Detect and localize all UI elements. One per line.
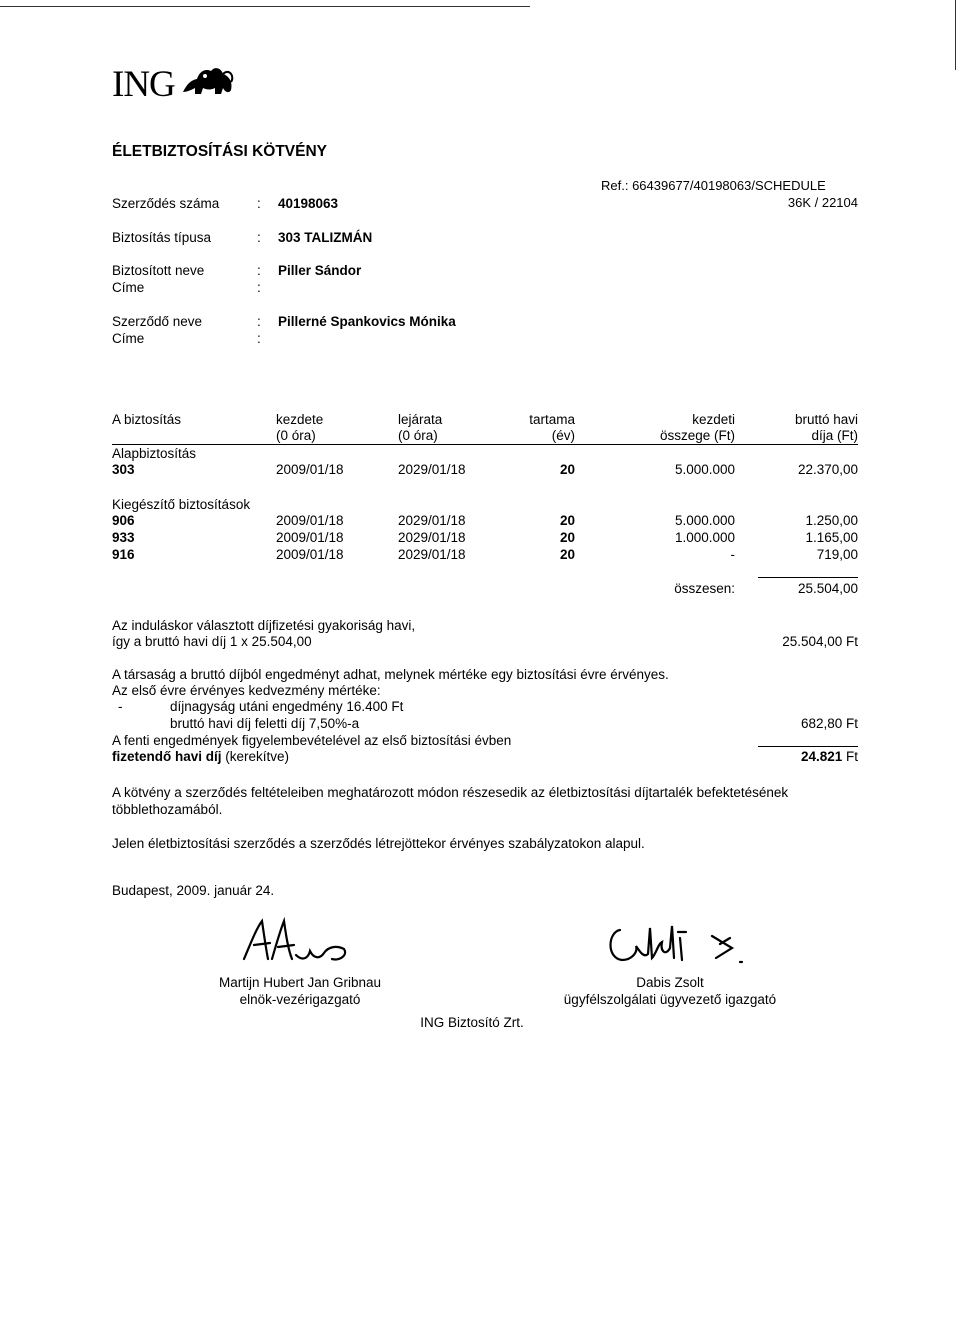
- row-term: 20: [559, 462, 575, 477]
- total-underline: [758, 577, 858, 578]
- total-value: 25.504,00: [797, 581, 858, 596]
- row-end: 2029/01/18: [398, 530, 466, 545]
- contractor-name-value: Pillerné Spankovics Mónika: [278, 314, 456, 329]
- right-signature-image: [600, 918, 770, 970]
- left-signature-image: [236, 915, 366, 967]
- colon: :: [257, 263, 261, 278]
- row-start: 2009/01/18: [276, 513, 344, 528]
- right-signer-title: ügyfélszolgálati ügyvezető igazgató: [563, 992, 777, 1007]
- col-header-premium: bruttó havi: [794, 412, 858, 427]
- row-premium: 719,00: [816, 547, 858, 562]
- contract-number-label: Szerződés száma: [112, 196, 220, 211]
- insurance-type-label: Biztosítás típusa: [112, 230, 212, 245]
- insured-name-value: Piller Sándor: [278, 263, 362, 278]
- header-underline: [112, 444, 858, 445]
- base-section-label: Alapbiztosítás: [112, 446, 197, 461]
- col-header-term: tartama: [529, 412, 575, 427]
- discount-intro-text: A társaság a bruttó díjból engedményt adhat, melynek mértéke egy biztosítási évre érvényes.: [112, 667, 669, 682]
- final-fee: [801, 749, 858, 764]
- colon: :: [257, 196, 261, 211]
- contract-number-value: 40198063: [278, 196, 339, 211]
- paragraph-profit-line1: A kötvény a szerződés feltételeiben meghatározott módon részesedik az életbiztosítási díjtartalék befektetésének: [112, 785, 789, 800]
- row-term: 20: [559, 530, 575, 545]
- monthly-fee-bold: fizetendő havi díj: [112, 749, 222, 764]
- monthly-fee-line: [112, 749, 289, 764]
- row-end: 2029/01/18: [398, 462, 466, 477]
- right-signer-name: Dabis Zsolt: [636, 975, 704, 990]
- colon: :: [257, 331, 261, 346]
- left-signer-title: elnök-vezérigazgató: [239, 992, 361, 1007]
- row-amount: 1.000.000: [674, 530, 735, 545]
- contractor-name-label: Szerződő neve: [112, 314, 203, 329]
- colon: :: [257, 280, 261, 295]
- row-code: 906: [112, 513, 135, 528]
- col-header-amount: kezdeti: [692, 412, 735, 427]
- row-code: 303: [112, 462, 135, 477]
- insured-name-label: Biztosított neve: [112, 263, 205, 278]
- final-fee-value: 24.821: [800, 749, 843, 764]
- place-date: Budapest, 2009. január 24.: [112, 883, 275, 898]
- row-start: 2009/01/18: [276, 547, 344, 562]
- paragraph-rules: Jelen életbiztosítási szerződés a szerződés létrejöttekor érvényes szabályzatokon alapul.: [112, 836, 645, 851]
- discount-percent-text: bruttó havi díj feletti díj 7,50%-a: [170, 716, 360, 731]
- row-end: 2029/01/18: [398, 547, 466, 562]
- contractor-address-label: Címe: [112, 331, 145, 346]
- discount-size-text: díjnagyság utáni engedmény 16.400 Ft: [170, 699, 404, 714]
- col-header-start-sub: (0 óra): [276, 428, 316, 443]
- reference-number: Ref.: 66439677/40198063/SCHEDULE: [601, 178, 826, 193]
- col-header-amount-sub: összege (Ft): [659, 428, 735, 443]
- insured-address-label: Címe: [112, 280, 145, 295]
- colon: :: [257, 230, 261, 245]
- row-term: 20: [559, 547, 575, 562]
- row-start: 2009/01/18: [276, 462, 344, 477]
- discount-summary-text: A fenti engedmények figyelembevételével az első biztosítási évben: [112, 733, 512, 748]
- colon: :: [257, 314, 261, 329]
- left-signer-name: Martijn Hubert Jan Gribnau: [218, 975, 382, 990]
- reference-code: 36K / 22104: [787, 195, 858, 210]
- row-premium: 22.370,00: [797, 462, 858, 477]
- row-end: 2029/01/18: [398, 513, 466, 528]
- scan-right-edge-line: [955, 0, 956, 70]
- payment-frequency-text: Az induláskor választott díjfizetési gyakoriság havi,: [112, 618, 416, 633]
- row-code: 933: [112, 530, 135, 545]
- row-code: 916: [112, 547, 135, 562]
- col-header-term-sub: (év): [551, 428, 575, 443]
- payment-monthly-value: 25.504,00 Ft: [782, 634, 858, 649]
- total-label: összesen:: [674, 581, 735, 596]
- discount-first-year-text: Az első évre érvényes kedvezmény mértéke:: [112, 683, 381, 698]
- document-title: ÉLETBIZTOSÍTÁSI KÖTVÉNY: [112, 143, 328, 160]
- col-header-premium-sub: díja (Ft): [811, 428, 858, 443]
- supplementary-section-label: Kiegészítő biztosítások: [112, 497, 251, 512]
- insurance-type-value: 303 TALIZMÁN: [278, 230, 373, 245]
- payment-monthly-text: így a bruttó havi díj 1 x 25.504,00: [112, 634, 312, 649]
- ing-logo: [112, 62, 237, 106]
- row-premium: 1.250,00: [805, 513, 858, 528]
- row-start: 2009/01/18: [276, 530, 344, 545]
- row-amount: 5.000.000: [674, 462, 735, 477]
- logo-text: ING: [112, 64, 175, 105]
- final-underline: [758, 746, 858, 747]
- company-name: ING Biztosító Zrt.: [420, 1015, 524, 1030]
- col-header-start: kezdete: [276, 412, 324, 427]
- final-fee-unit: Ft: [842, 749, 858, 764]
- monthly-fee-rest: (kerekítve): [221, 749, 290, 764]
- row-premium: 1.165,00: [805, 530, 858, 545]
- row-term: 20: [559, 513, 575, 528]
- scan-top-line: [0, 6, 530, 7]
- row-amount: 5.000.000: [674, 513, 735, 528]
- row-amount: -: [730, 547, 735, 562]
- col-header-insurance: A biztosítás: [112, 412, 182, 427]
- discount-value: 682,80 Ft: [800, 716, 858, 731]
- col-header-end: lejárata: [398, 412, 443, 427]
- discount-dash: -: [118, 699, 123, 714]
- lion-icon: [179, 62, 237, 102]
- paragraph-profit-line2: többlethozamából.: [112, 802, 223, 817]
- col-header-end-sub: (0 óra): [398, 428, 438, 443]
